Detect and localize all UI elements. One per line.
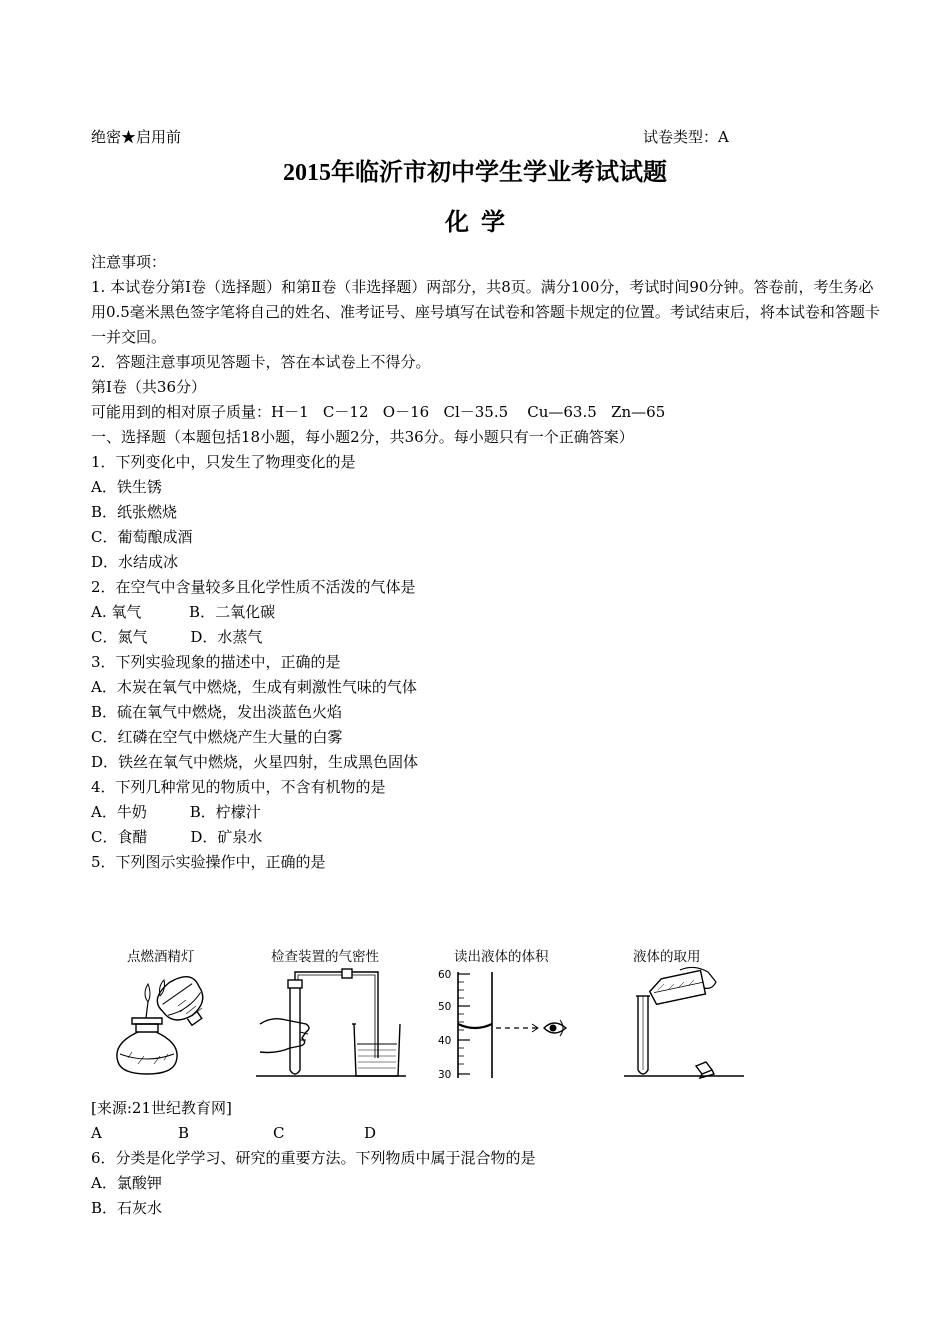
scale-mark-40: 40 — [438, 1035, 452, 1047]
scale-mark-60: 60 — [438, 969, 452, 981]
part-one-heading: 第Ⅰ卷（共36分） — [91, 378, 207, 396]
notice-item-1: 1. 本试卷分第Ⅰ卷（选择题）和第Ⅱ卷（非选择题）两部分，共8页。满分100分，考试时间90分钟。答卷前，考生务必用0.5毫米黑色签字笔将自己的姓名、准考证号、座号填写在试卷和答题卡规定的位置。考试结束后，将本试卷和答题卡一并交回。 — [91, 278, 880, 346]
question-2-stem: 2．在空气中含量较多且化学性质不活泼的气体是 — [91, 578, 416, 596]
secret-label: 绝密★启用前 — [91, 128, 182, 146]
question-4-options-ab: A．牛奶 B．柠檬汁 — [91, 803, 261, 821]
figure-label-c: C — [273, 1124, 285, 1142]
figure-caption-c: 读出液体的体积 — [454, 949, 549, 965]
scale-mark-50: 50 — [438, 1001, 452, 1013]
figure-caption-b: 检查装置的气密性 — [271, 949, 379, 965]
subject-title: 化 学 — [445, 210, 505, 236]
question-1-option-a: A．铁生锈 — [91, 478, 162, 496]
notice-item-2: 2．答题注意事项见答题卡，答在本试卷上不得分。 — [91, 353, 431, 371]
liquid-pouring-illustration — [624, 966, 744, 1082]
question-2-options-cd: C．氮气 D．水蒸气 — [91, 628, 263, 646]
atomic-masses: 可能用到的相对原子质量：H－1 C－12 O－16 Cl－35.5 Cu—63.5 Zn—65 — [91, 403, 666, 421]
question-1-option-b: B．纸张燃烧 — [91, 503, 178, 521]
question-2-options-ab: A. 氧气 B．二氧化碳 — [91, 603, 276, 621]
figure-label-a: A — [91, 1124, 102, 1142]
question-6-option-a: A．氯酸钾 — [91, 1174, 162, 1192]
figure-label-b: B — [178, 1124, 190, 1142]
paper-type: 试卷类型：A — [643, 128, 729, 146]
airtightness-check-illustration — [256, 966, 406, 1082]
lighting-alcohol-lamp-illustration — [108, 966, 228, 1082]
figure-caption-a: 点燃酒精灯 — [127, 949, 195, 965]
question-4-stem: 4．下列几种常见的物质中，不含有机物的是 — [91, 778, 386, 796]
question-5-stem: 5．下列图示实验操作中，正确的是 — [91, 853, 326, 871]
question-6-stem: 6．分类是化学学习、研究的重要方法。下列物质中属于混合物的是 — [91, 1149, 536, 1167]
question-1-option-d: D．水结成冰 — [91, 553, 179, 571]
question-3-option-d: D．铁丝在氧气中燃烧，火星四射，生成黑色固体 — [91, 753, 419, 771]
question-1-option-c: C．葡萄酿成酒 — [91, 528, 193, 546]
question-3-option-b: B．硫在氧气中燃烧，发出淡蓝色火焰 — [91, 703, 343, 721]
question-4-options-cd: C．食醋 D．矿泉水 — [91, 828, 263, 846]
question-3-option-a: A．木炭在氧气中燃烧，生成有刺激性气味的气体 — [91, 678, 417, 696]
notice-heading: 注意事项： — [91, 253, 167, 271]
source-note: [来源:21世纪教育网] — [91, 1099, 232, 1117]
figure-label-d: D — [364, 1124, 377, 1142]
scale-mark-30: 30 — [438, 1069, 452, 1081]
question-6-option-b: B．石灰水 — [91, 1199, 163, 1217]
read-liquid-volume-illustration — [436, 966, 586, 1082]
question-1-stem: 1．下列变化中，只发生了物理变化的是 — [91, 453, 356, 471]
section-one-heading: 一、选择题（本题包括18小题，每小题2分，共36分。每小题只有一个正确答案） — [91, 428, 634, 446]
question-3-option-c: C．红磷在空气中燃烧产生大量的白雾 — [91, 728, 343, 746]
question-3-stem: 3．下列实验现象的描述中，正确的是 — [91, 653, 341, 671]
exam-title: 2015年临沂市初中学生学业考试试题 — [283, 160, 667, 186]
figure-caption-d: 液体的取用 — [633, 949, 701, 965]
